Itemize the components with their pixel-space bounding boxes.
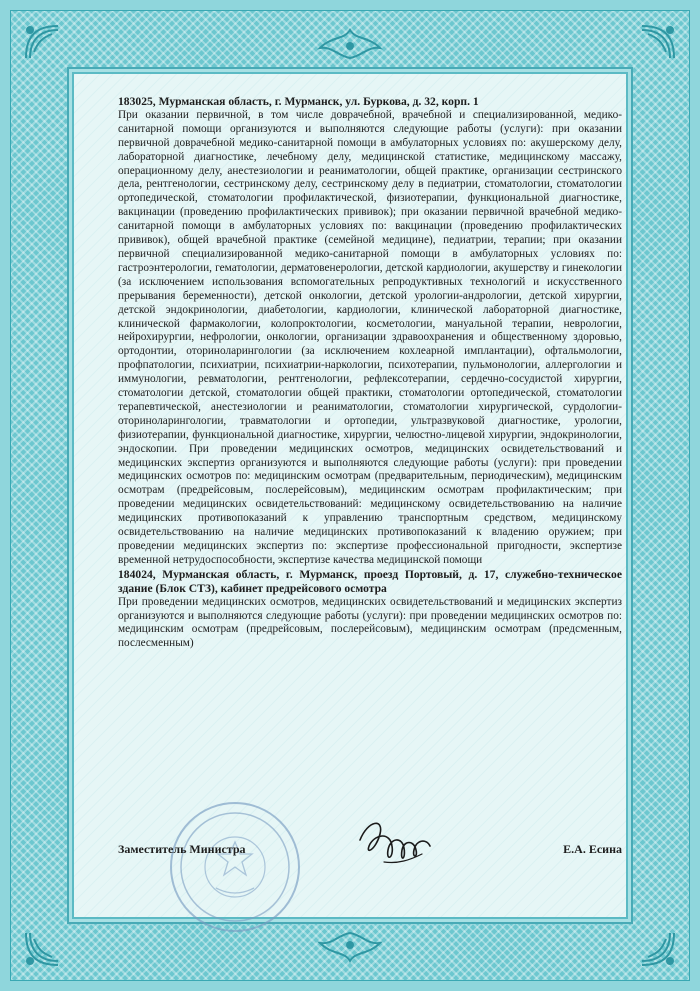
top-ornament-icon — [310, 28, 390, 62]
corner-ornament-icon — [638, 929, 678, 969]
corner-ornament-icon — [22, 929, 62, 969]
address-2: 184024, Мурманская область, г. Мурманск, проезд Портовый, д. 17, служебно-техническое здание (Блок СТЗ), кабинет предрейсового осмотра — [118, 567, 622, 595]
services-text-2: При проведении медицинских осмотров, медицинских освидетельствований и медицинских экспертиз организуются и выполняются следующие работы (услуги): при проведении медицинских осмотров по: медицинским осмотрам (предрейсовым, послерейсовым), медицинским осмотрам (предсменным, послесменным) — [118, 595, 622, 650]
services-text-1: При оказании первичной, в том числе доврачебной, врачебной и специализированной, медико-санитарной помощи организуются и выполняются следующие работы (услуги): при оказании первичной доврачебной медико-санитарной помощи в амбулаторных условиях по: акушерскому делу, лабораторной диагностике, лечебному делу, медицинской статистике, медицинскому массажу, операционному делу, анестезиологии и реаниматологии, общей практике, организации сестринского дела, рентгенологии, сестринскому делу, сестринскому делу в педиатрии, стоматологии, стоматологии ортопедической, стоматологии профилактической, физиотерапии, функциональной диагностике, вакцинации (проведению профилактических прививок); при оказании первичной врачебной медико-санитарной помощи в амбулаторных условиях по: вакцинации (проведению профилактических прививок), общей врачебной практике (семейной медицине), педиатрии, терапии; при оказании первичной специализированной медико-санитарной помощи в амбулаторных условиях по: гастроэнтерологии, гематологии, дерматовенерологии, детской кардиологии, акушерству и гинекологии (за исключением использования вспомогательных репродуктивных технологий и искусственного прерывания беременности), детской онкологии, детской урологии-андрологии, детской хирургии, детской эндокринологии, диабетологии, кардиологии, клинической лабораторной диагностике, клинической фармакологии, колопроктологии, косметологии, мануальной терапии, неврологии, нейрохирургии, нефрологии, онкологии, организации здравоохранения и общественному здоровью, ортодонтии, оториноларингологии (за исключением кохлеарной имплантации), офтальмологии, профпатологии, психиатрии, психиатрии-наркологии, психотерапии, пульмонологии, аллергологии и иммунологии, ревматологии, рентгенологии, рефлексотерапии, сердечно-сосудистой хирургии, стоматологии детской, стоматологии общей практики, стоматологии ортопедической, стоматологии терапевтической, анестезиологии и реаниматологии, стоматологии хирургической, сурдологии-оториноларингологии, травматологии и ортопедии, ультразвуковой диагностике, урологии, физиотерапии, функциональной диагностике, хирургии, челюстно-лицевой хирургии, эндокринологии, эндоскопии. При проведении медицинских осмотров, медицинских освидетельствований и медицинских экспертиз организуются и выполняются следующие работы (услуги): при проведении медицинских осмотров по: медицинским осмотрам (предварительным, периодическим), медицинским осмотрам (предрейсовым, послерейсовым), медицинским осмотрам профилактическим; при проведении медицинских освидетельствований: медицинскому освидетельствованию на наличие медицинских противопоказаний к управлению транспортным средством, медицинскому освидетельствованию на наличие медицинских противопоказаний к владению оружием; при проведении медицинских экспертиз по: экспертизе профессиональной пригодности, экспертизе временной нетрудоспособности, экспертизе качества медицинской помощи — [118, 108, 622, 566]
license-appendix-text — [118, 95, 622, 651]
signatory-title: Заместитель Министра — [118, 842, 246, 856]
corner-ornament-icon — [638, 22, 678, 62]
bottom-ornament-icon — [310, 929, 390, 963]
address-1: 183025, Мурманская область, г. Мурманск, ул. Буркова, д. 32, корп. 1 — [118, 95, 479, 108]
corner-ornament-icon — [22, 22, 62, 62]
signature-row — [118, 838, 622, 862]
official-stamp-icon — [166, 798, 304, 936]
signatory-name: Е.А. Есина — [563, 842, 622, 856]
